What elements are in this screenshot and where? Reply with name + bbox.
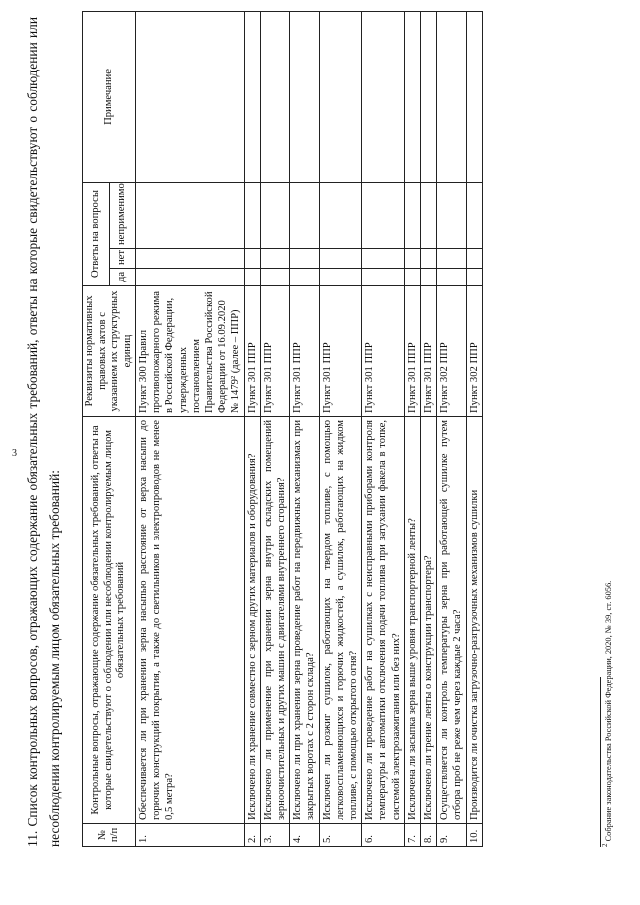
row-answer-yes: [244, 269, 260, 286]
table-row: [404, 12, 420, 847]
row-reference: Пункт 301 ППР: [244, 286, 260, 417]
row-note: [290, 12, 319, 183]
requirements-table: [82, 11, 483, 847]
header-na: неприменимо: [109, 183, 136, 249]
row-question: Обеспечивается ли при хранении зерна насыпью расстояние от верха насыпи до горючих конструкций покрытия, а также до светильников и электропроводов не менее 0,5 метра?: [136, 417, 245, 824]
row-answer-na: [136, 183, 245, 249]
row-question: Осуществляется ли контроль температуры зерна при работающей сушилке путем отбора проб не реже чем через каждые 2 часа?: [437, 417, 466, 824]
row-answer-no: [421, 249, 437, 269]
row-reference: Пункт 301 ППР: [290, 286, 319, 417]
table-row: [421, 12, 437, 847]
row-answer-no: [362, 249, 405, 269]
row-note: [319, 12, 362, 183]
row-reference: Пункт 301 ППР: [319, 286, 362, 417]
table-row: [244, 12, 260, 847]
row-number: 2.: [244, 824, 260, 847]
row-answer-na: [404, 183, 420, 249]
row-answer-yes: [136, 269, 245, 286]
row-answer-no: [136, 249, 245, 269]
row-answer-na: [319, 183, 362, 249]
row-reference: Пункт 302 ППР: [466, 286, 482, 417]
row-number: 4.: [290, 824, 319, 847]
row-answer-yes: [421, 269, 437, 286]
table-row: [260, 12, 289, 847]
row-answer-na: [260, 183, 289, 249]
row-answer-na: [290, 183, 319, 249]
row-number: 10.: [466, 824, 482, 847]
row-note: [421, 12, 437, 183]
row-question: Исключена ли засыпка зерна выше уровня транспортерной ленты?: [404, 417, 420, 824]
header-row: [83, 12, 110, 847]
row-note: [244, 12, 260, 183]
row-answer-na: [362, 183, 405, 249]
row-number: 1.: [136, 824, 245, 847]
row-question: Исключено ли трение ленты о конструкции транспортера?: [421, 417, 437, 824]
row-answer-yes: [466, 269, 482, 286]
table-row: [319, 12, 362, 847]
row-answer-no: [466, 249, 482, 269]
row-question: Исключен ли розжиг сушилок, работающих на твердом топливе, с помощью легковоспламеняющихся и горючих жидкостей, а сушилок, работающих на жидком топливе, с помощью открытого огня?: [319, 417, 362, 824]
row-reference: Пункт 301 ППР: [260, 286, 289, 417]
table-row: [290, 12, 319, 847]
row-note: [260, 12, 289, 183]
footnote-divider: [600, 677, 601, 847]
row-answer-na: [421, 183, 437, 249]
table-row: [136, 12, 245, 847]
row-question: Производится ли очистка загрузочно-разгрузочных механизмов сушилки: [466, 417, 482, 824]
table-row: [362, 12, 405, 847]
section-heading: 11. Список контрольных вопросов, отражающих содержание обязательных требований, ответы на которые свидетельствуют о соблюдении или несоблюдении контролируемым лицом обязательных требований:: [25, 17, 62, 847]
row-answer-yes: [260, 269, 289, 286]
header-note: Примечание: [83, 12, 136, 183]
row-note: [437, 12, 466, 183]
header-yes: да: [109, 269, 136, 286]
row-answer-na: [437, 183, 466, 249]
row-answer-na: [466, 183, 482, 249]
row-number: 5.: [319, 824, 362, 847]
header-question: Контрольные вопросы, отражающие содержание обязательных требований, ответы на которые свидетельствуют о соблюдении или несоблюдении контролируемым лицом обязательных требований: [83, 417, 136, 824]
header-no: нет: [109, 249, 136, 269]
row-answer-no: [319, 249, 362, 269]
header-answers: Ответы на вопросы: [83, 183, 110, 286]
table-body: [136, 12, 483, 847]
row-question: Исключено ли при хранении зерна проведение работ на передвижных механизмах при закрытых воротах с 2 сторон склада?: [290, 417, 319, 824]
row-reference: Пункт 301 ППР: [421, 286, 437, 417]
row-answer-yes: [437, 269, 466, 286]
table-row: [437, 12, 466, 847]
row-answer-yes: [404, 269, 420, 286]
row-answer-no: [260, 249, 289, 269]
row-note: [466, 12, 482, 183]
row-note: [404, 12, 420, 183]
page-number: 3: [12, 448, 17, 459]
row-answer-no: [290, 249, 319, 269]
row-answer-no: [404, 249, 420, 269]
row-answer-no: [244, 249, 260, 269]
row-question: Исключено ли проведение работ на сушилках с неисправными приборами контроля температуры и автоматики отключения подачи топлива при затухании факела в топке, системой электрозажигания или без них?: [362, 417, 405, 824]
row-number: 9.: [437, 824, 466, 847]
row-answer-yes: [290, 269, 319, 286]
row-answer-no: [437, 249, 466, 269]
table-row: [466, 12, 482, 847]
row-question: Исключено ли применение при хранении зерна внутри складских помещений зерноочистительных и других машин с двигателями внутреннего сгорания?: [260, 417, 289, 824]
footnote: $^2$ Собрание законодательства Российской Федерации, 2020, № 39, ст. 6056.: [601, 580, 613, 847]
row-answer-yes: [319, 269, 362, 286]
row-reference: Пункт 301 ППР: [404, 286, 420, 417]
footnote-text: Собрание законодательства Российской Федерации, 2020, № 39, ст. 6056.: [604, 580, 613, 842]
row-note: [362, 12, 405, 183]
header-num: № п/п: [83, 824, 136, 847]
row-reference: Пункт 302 ППР: [437, 286, 466, 417]
row-question: Исключено ли хранение совместно с зерном других материалов и оборудования?: [244, 417, 260, 824]
row-number: 7.: [404, 824, 420, 847]
header-reference: Реквизиты нормативных правовых актов с указанием их структурных единиц: [83, 286, 136, 417]
row-answer-yes: [362, 269, 405, 286]
row-number: 6.: [362, 824, 405, 847]
row-reference: Пункт 300 Правил противопожарного режима в Российской Федерации, утвержденных постановлением Правительства Российской Федерации от 16.09.2020 № 1479² (далее – ППР): [136, 286, 245, 417]
row-note: [136, 12, 245, 183]
row-number: 8.: [421, 824, 437, 847]
row-answer-na: [244, 183, 260, 249]
row-number: 3.: [260, 824, 289, 847]
row-reference: Пункт 301 ППР: [362, 286, 405, 417]
